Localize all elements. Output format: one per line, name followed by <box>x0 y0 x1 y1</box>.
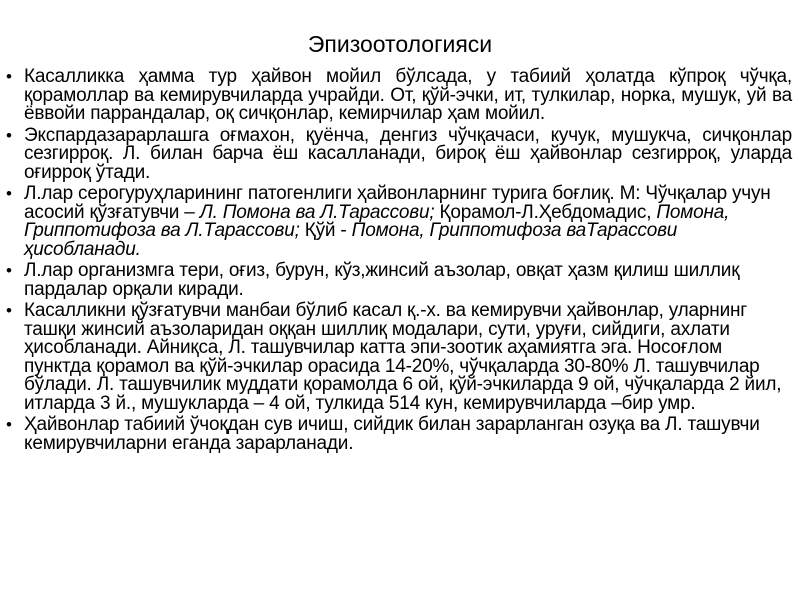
bullet-text: Касалликка ҳамма тур ҳайвон мойил бўлсада, у табиий ҳолатда кўпроқ чўчқа, қорамоллар ва кемирувчиларда учрайди. От, қўй-эчки, ит, тулкилар, норка, мушук, уй ва ёввойи паррандалар, оқ сичқонлар, кемирчилар ҳам мойил. <box>24 66 792 124</box>
bullet-dot: • <box>6 261 12 280</box>
bullet-item <box>0 416 800 453</box>
bullet-dot: • <box>6 67 12 86</box>
bullet-text-italic: Помона, Гриппотифоза ва Л.Тарассови; <box>24 201 730 241</box>
bullet-item <box>0 68 800 124</box>
bullet-item <box>0 302 800 413</box>
bullet-item <box>0 185 800 259</box>
bullet-item <box>0 124 800 183</box>
slide-title: Эпизоотологияси <box>307 31 493 57</box>
bullet-text: Касалликни қўзғатувчи манбаи бўлиб касал қ.-х. ва кемирувчи ҳайвонлар, уларнинг ташқи жинсий аъзоларидан оққан шиллиқ модалари, сути, уруғи, сийдиги, ахлати ҳисобланади. Айниқса, Л. ташувчилар катта эпи-зоотик аҳамиятга эга. Носоғлом пунктда қорамол ва қўй-эчкилар орасида 14-20%, чўчқаларда 30-80% Л. ташувчилар бўлади. Л. ташувчилик муддати қорамолда 6 ой, қўй-эчкиларда 9 ой, чўчқаларда 2 йил, итларда 3 й., мушукларда – 4 ой, тулкида 514 кун, кемирувчиларда –бир умр. <box>24 300 782 414</box>
bullet-dot: • <box>6 125 12 145</box>
bullet-text: Қўй - <box>299 220 352 241</box>
bullet-text-italic: Помона, Гриппотифоза ваТарассови ҳисобланади. <box>24 220 678 260</box>
bullet-text: Экспардазарарлашга оғмахон, қуёнча, денгиз чўчқачаси, кучук, мушукча, сичқонлар сезгирроқ. Л. билан барча ёш касалланади, бироқ ёш ҳайвонлар сезгирроқ, уларда оғирроқ ўтади. <box>24 124 792 183</box>
bullet-text-italic: Л. Помона ва Л.Тарассови; <box>199 201 435 223</box>
bullet-dot: • <box>6 184 12 203</box>
bullet-list <box>0 68 800 456</box>
bullet-text: Л.лар организмга тери, оғиз, бурун, кўз,жинсий аъзолар, овқат ҳазм қилиш шиллиқ пардалар орқали киради. <box>24 260 740 300</box>
bullet-item <box>0 262 800 299</box>
bullet-text: Қорамол-Л.Ҳебдомадис, <box>434 201 657 223</box>
bullet-text: Ҳайвонлар табиий ўчоқдан сув ичиш, сийдик билан зарарланган озуқа ва Л. ташувчи кемирувчиларни еганда зарарланади. <box>24 414 760 454</box>
bullet-text: Л.лар серогуруҳларининг патогенлиги ҳайвонларнинг турига боғлиқ. М: Чўчқалар учун асосий қўзғатувчи – <box>24 183 771 223</box>
bullet-dot: • <box>6 301 12 320</box>
bullet-dot: • <box>6 415 12 434</box>
